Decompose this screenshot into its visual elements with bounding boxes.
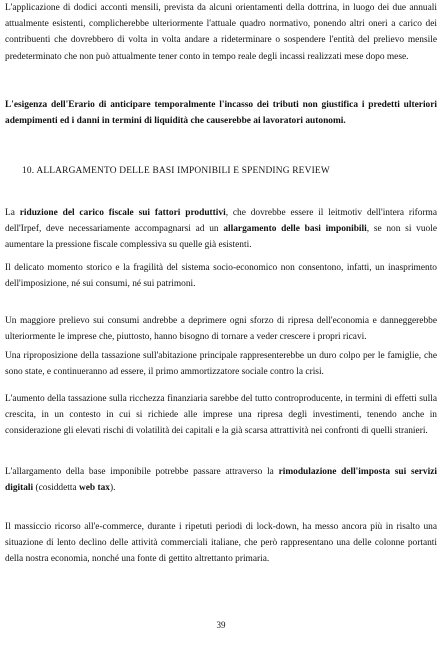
section-heading: 10. ALLARGAMENTO DELLE BASI IMPONIBILI E SPENDING REVIEW [22, 166, 330, 176]
paragraph-riduzione-carico [5, 205, 437, 254]
text-run: Una riproposizione della tassazione sull'abitazione principale rappresenterebbe un duro colpo per le famiglie, che sono state, e continueranno ad essere, il primo ammortizzatore sociale contro la crisi. [5, 351, 437, 378]
text-run: , che dovrebbe essere il leitmotiv dell'intera riforma dell'Irpef, deve necessariamente accompagnarsi ad un [5, 208, 437, 235]
text-run: L'allargamento della base imponibile potrebbe passare attraverso la [5, 467, 279, 477]
paragraph-ricchezza-finanziaria [5, 391, 437, 440]
paragraph-prelievo-consumi [5, 313, 437, 345]
paragraph-erario-bold [5, 97, 437, 129]
bold-text-run: web tax [78, 483, 110, 494]
text-run: , se non si vuole aumentare la pressione fiscale complessiva su quelle già esistenti. [5, 224, 437, 251]
text-run: Il delicato momento storico e la fragilità del sistema socio-economico non consentono, infatti, un inasprimento dell'imposizione, né sui consumi, né sui patrimoni. [5, 263, 437, 290]
text-run: Un maggiore prelievo sui consumi andrebbe a deprimere ogni sforzo di ripresa dell'economia e danneggerebbe ulteriormente le imprese che, piuttosto, hanno bisogno di tornare a veder crescere i propri ricavi. [5, 316, 437, 343]
paragraph-ecommerce [5, 519, 437, 568]
paragraph-acconti [5, 0, 437, 65]
bold-text-run: riduzione del carico fiscale sui fattori produttivi [19, 208, 226, 218]
text-run: (cosiddetta [33, 483, 79, 494]
text-run: L'applicazione di dodici acconti mensili, prevista da alcuni orientamenti della dottrina, in luogo dei due annuali attualmente esistenti, complicherebbe ulteriormente l'attuale quadro normativo, ponendo altri oneri a carico dei contribuenti che dovrebbero di volta in volta andare a rideterminare o sospendere l'entità del prelievo mensile predeterminato che non può attualmente tener conto in tempo reale degli incassi realizzati mese dopo mese. [5, 3, 437, 62]
paragraph-web-tax [5, 464, 437, 496]
text-run: ). [109, 483, 116, 494]
page-number: 39 [216, 620, 226, 630]
text-run: Il massiccio ricorso all'e-commerce, durante i ripetuti periodi di lock-down, ha messo ancora più in risalto una situazione di lento declino delle attività commerciali italiane, che però rappresentano una delle colonne portanti della nostra economia, nonché una fonte di gettito altrettanto primaria. [5, 522, 437, 565]
bold-text-run: L'esigenza dell'Erario di anticipare temporalmente l'incasso dei tributi non giustifica i predetti ulteriori adempimenti ed i danni in termini di liquidità che causerebbe ai lavoratori autonomi. [5, 100, 437, 127]
text-run: La [5, 208, 20, 218]
bold-text-run: rimodulazione dell'imposta sui servizi digitali [5, 467, 437, 494]
bold-text-run: allargamento delle basi imponibili [223, 224, 367, 235]
paragraph-abitazione [5, 348, 437, 380]
text-run: L'aumento della tassazione sulla ricchezza finanziaria sarebbe del tutto controproducente, in termini di effetti sulla crescita, in un contesto in cui si richiede alle imprese una ripresa degli investimenti, tenendo anche in considerazione gli elevati rischi di volatilità dei capitali e la già scarsa attrattività nei confronti di quelli stranieri. [5, 394, 437, 437]
paragraph-momento-storico [5, 260, 437, 292]
